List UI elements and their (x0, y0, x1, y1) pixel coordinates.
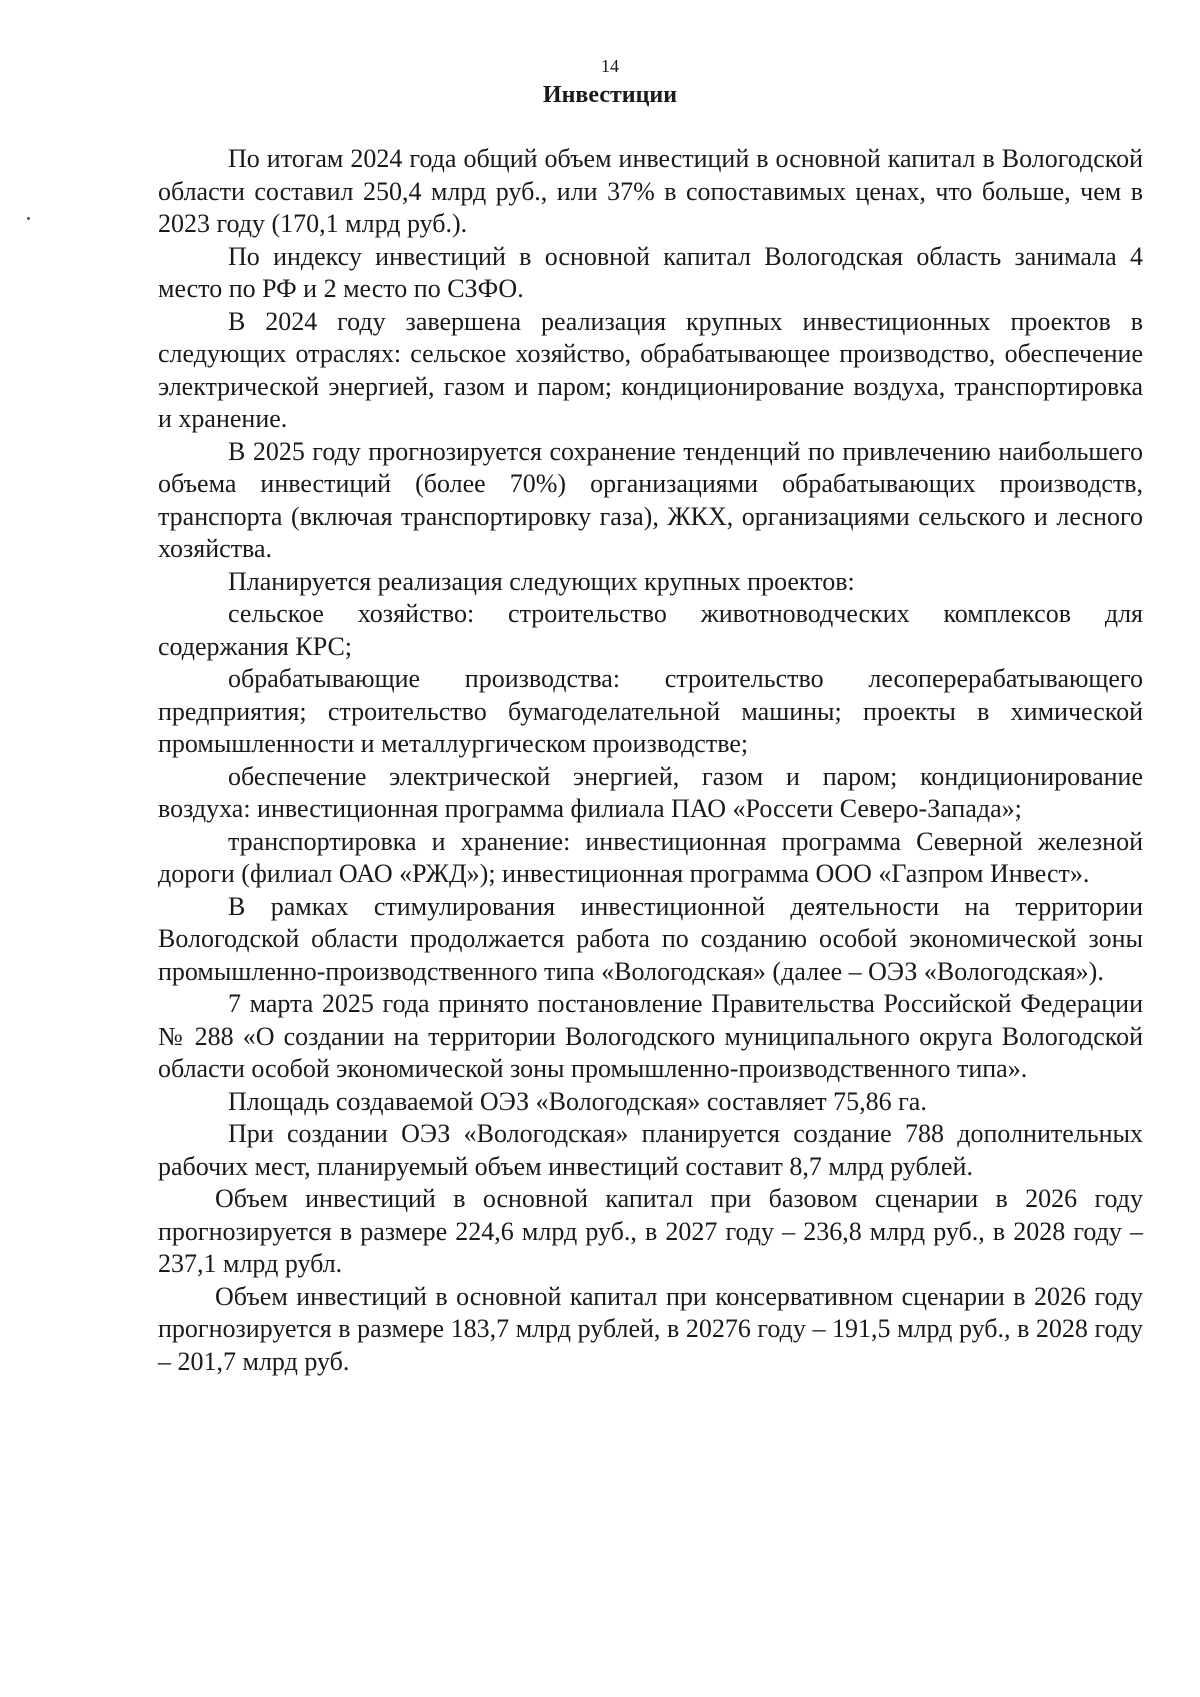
page-number: 14 (601, 56, 619, 76)
paragraph-transport: транспортировка и хранение: инвестиционная программа Северной железной дороги (филиал ОАО «РЖД»); инвестиционная программа ООО «Газпром Инвест». (158, 826, 1143, 888)
paragraph-sez-area: Площадь создаваемой ОЭЗ «Вологодская» составляет 75,86 га. (228, 1086, 927, 1116)
paragraph-2025-forecast: В 2025 году прогнозируется сохранение тенденций по привлечению наибольшего объема инвестиций (более 70%) организациями обрабатывающих производств, транспорта (включая транспортировку газа), ЖКХ, организациями сельского и лесного хозяйства. (158, 436, 1143, 563)
paragraph-investment-total: По итогам 2024 года общий объем инвестиций в основной капитал в Вологодской области составил 250,4 млрд руб., или 37% в сопоставимых ценах, что больше, чем в 2023 году (170,1 млрд руб.). (158, 144, 1143, 238)
paragraph-government-decree: 7 марта 2025 года принято постановление Правительства Российской Федерации № 288 «О создании на территории Вологодского муниципального округа Вологодской области особой экономической зоны промышленно-производственного типа». (158, 989, 1143, 1083)
paragraph-completed-projects: В 2024 году завершена реализация крупных инвестиционных проектов в следующих отраслях: сельское хозяйство, обрабатывающее производство, обеспечение электрической энергией, газом и паром; кондиционирование воздуха, транспортировка и хранение. (158, 306, 1143, 433)
paragraph-base-scenario: Объем инвестиций в основной капитал при базовом сценарии в 2026 году прогнозируется в размере 224,6 млрд руб., в 2027 году – 236,8 млрд руб., в 2028 году – 237,1 млрд рубл. (158, 1184, 1143, 1278)
document-body (158, 143, 1143, 1378)
page-title: Инвестиции (542, 82, 678, 108)
scan-speck (27, 217, 30, 220)
paragraph-sez-jobs: При создании ОЭЗ «Вологодская» планируется создание 788 дополнительных рабочих мест, планируемый объем инвестиций составит 8,7 млрд рублей. (158, 1119, 1143, 1181)
paragraph-planned-projects-intro: Планируется реализация следующих крупных проектов: (228, 566, 855, 596)
paragraph-agriculture: сельское хозяйство: строительство животноводческих комплексов для содержания КРС; (158, 599, 1143, 661)
paragraph-manufacturing: обрабатывающие производства: строительство лесоперерабатывающего предприятия; строительство бумагоделательной машины; проекты в химической промышленности и металлургическом производстве; (158, 664, 1143, 758)
paragraph-investment-index: По индексу инвестиций в основной капитал Вологодская область занимала 4 место по РФ и 2 место по СЗФО. (158, 241, 1143, 303)
paragraph-energy: обеспечение электрической энергией, газом и паром; кондиционирование воздуха: инвестиционная программа филиала ПАО «Россети Северо-Запада»; (158, 761, 1143, 823)
paragraph-sez-work: В рамках стимулирования инвестиционной деятельности на территории Вологодской области продолжается работа по созданию особой экономической зоны промышленно-производственного типа «Вологодская» (далее – ОЭЗ «Вологодская»). (158, 891, 1143, 986)
paragraph-conservative-scenario: Объем инвестиций в основной капитал при консервативном сценарии в 2026 году прогнозируется в размере 183,7 млрд рублей, в 20276 году – 191,5 млрд руб., в 2028 году – 201,7 млрд руб. (158, 1281, 1143, 1376)
